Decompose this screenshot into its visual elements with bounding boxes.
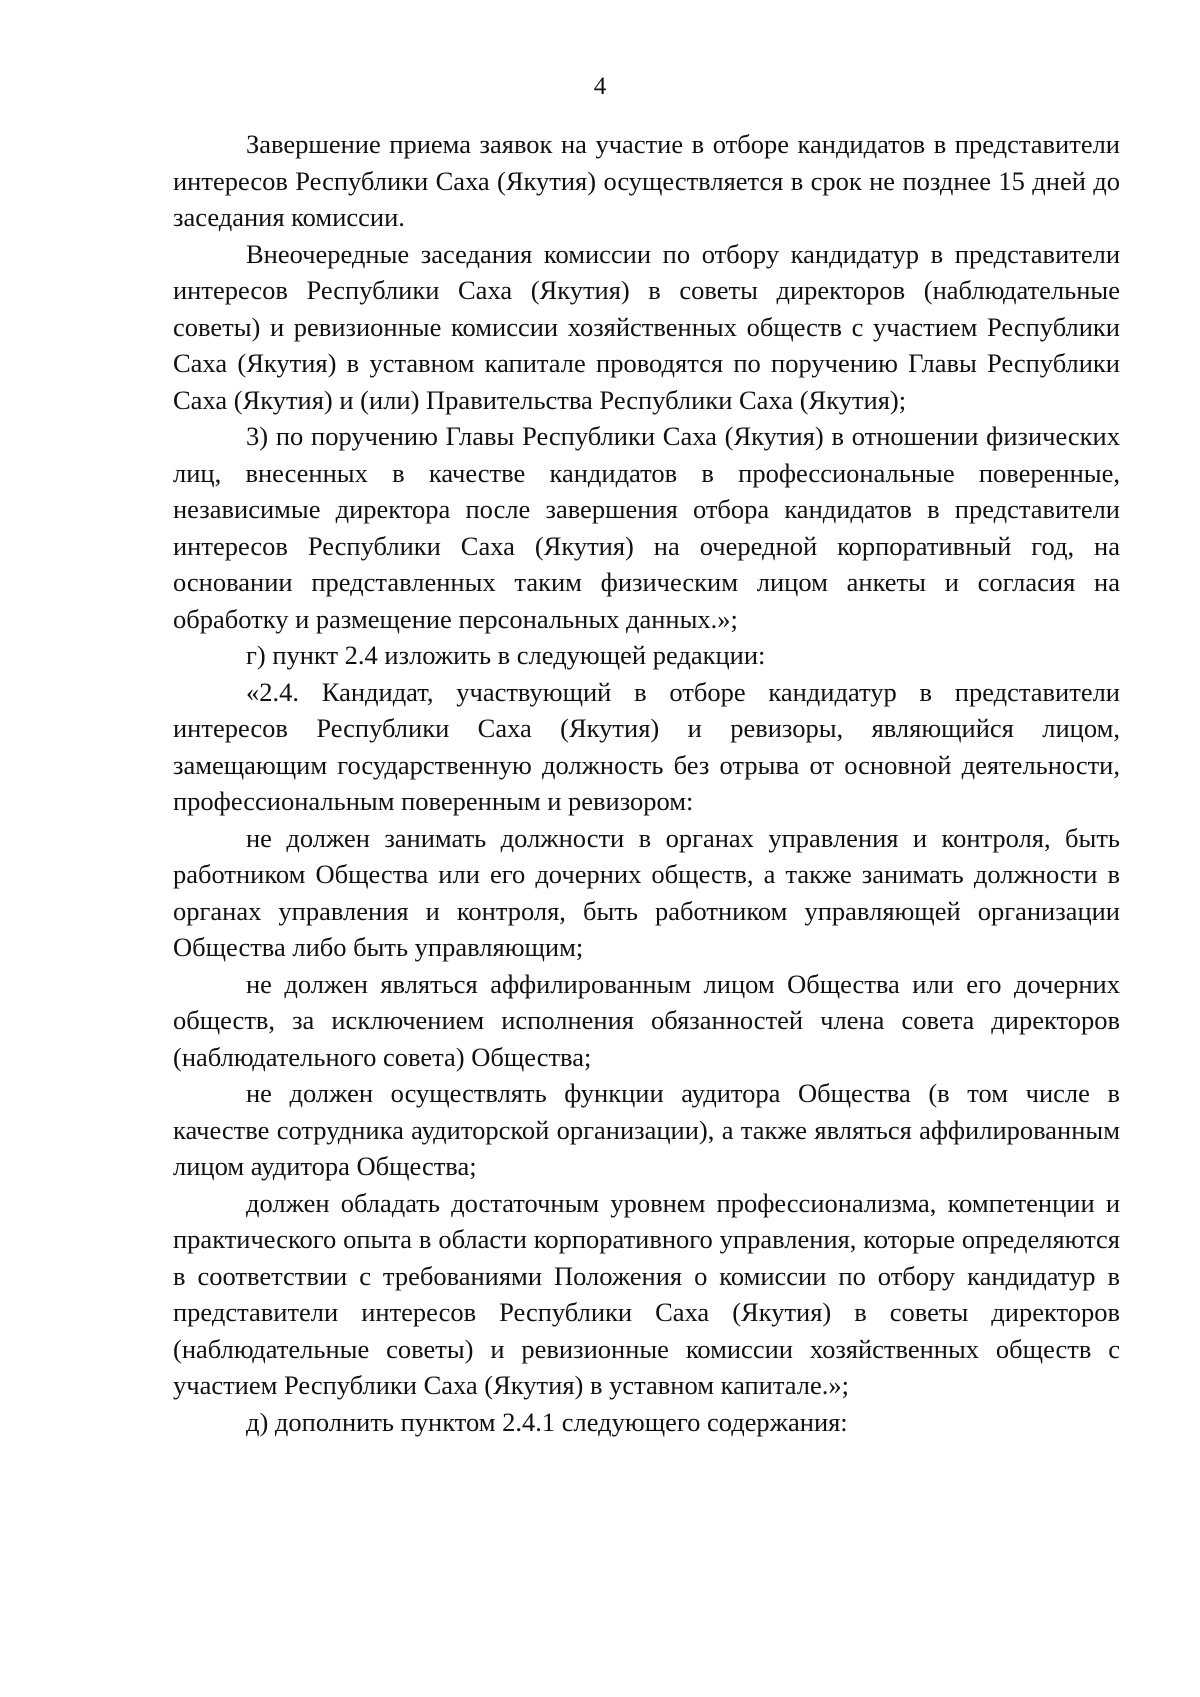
document-body [173,126,1120,1440]
paragraph-requirement-competence: должен обладать достаточным уровнем профессионализма, компетенции и практического опыта в области корпоративного управления, которые определяются в соответствии с требованиями Положения о комиссии по отбору кандидатур в представители интересов Республики Саха (Якутия) в советы директоров (наблюдательные советы) и ревизионные комиссии хозяйственных обществ с участием Республики Саха (Якутия) в уставном капитале.»; [173,1187,1120,1400]
paragraph-requirement-auditor: не должен осуществлять функции аудитора Общества (в том числе в качестве сотрудника аудиторской организации), а также являться аффилированным лицом аудитора Общества; [173,1078,1120,1181]
paragraph-application-deadline: Завершение приема заявок на участие в отборе кандидатов в представители интересов Республики Саха (Якутия) осуществляется в срок не позднее 15 дней до заседания комиссии. [173,129,1120,232]
paragraph-requirement-positions: не должен занимать должности в органах управления и контроля, быть работником Общества или его дочерних обществ, а также занимать должности в органах управления и контроля, быть работником управляющей организации Общества либо быть управляющим; [173,822,1120,962]
paragraph-item-3: 3) по поручению Главы Республики Саха (Якутия) в отношении физических лиц, внесенных в качестве кандидатов в профессиональные поверенные, независимые директора после завершения отбора кандидатов в представители интересов Республики Саха (Якутия) на очередной корпоративный год, на основании представленных таким физическим лицом анкеты и согласия на обработку и размещение персональных данных.»; [173,421,1120,634]
paragraph-subitem-g: г) пункт 2.4 изложить в следующей редакции: [246,640,766,670]
paragraph-subitem-d: д) дополнить пунктом 2.4.1 следующего содержания: [246,1406,848,1437]
paragraph-requirement-affiliation: не должен являться аффилированным лицом Общества или его дочерних обществ, за исключением исполнения обязанностей члена совета директоров (наблюдательного совета) Общества; [173,968,1120,1072]
paragraph-extraordinary-meetings: Внеочередные заседания комиссии по отбору кандидатур в представители интересов Республики Саха (Якутия) в советы директоров (наблюдательные советы) и ревизионные комиссии хозяйственных обществ с участием Республики Саха (Якутия) в уставном капитале проводятся по поручению Главы Республики Саха (Якутия) и (или) Правительства Республики Саха (Якутия); [173,238,1120,415]
paragraph-clause-2-4: «2.4. Кандидат, участвующий в отборе кандидатур в представители интересов Республики Саха (Якутия) и ревизоры, являющийся лицом, замещающим государственную должность без отрыва от основной деятельности, профессиональным поверенным и ревизором: [173,676,1120,816]
page-number: 4 [593,73,607,100]
